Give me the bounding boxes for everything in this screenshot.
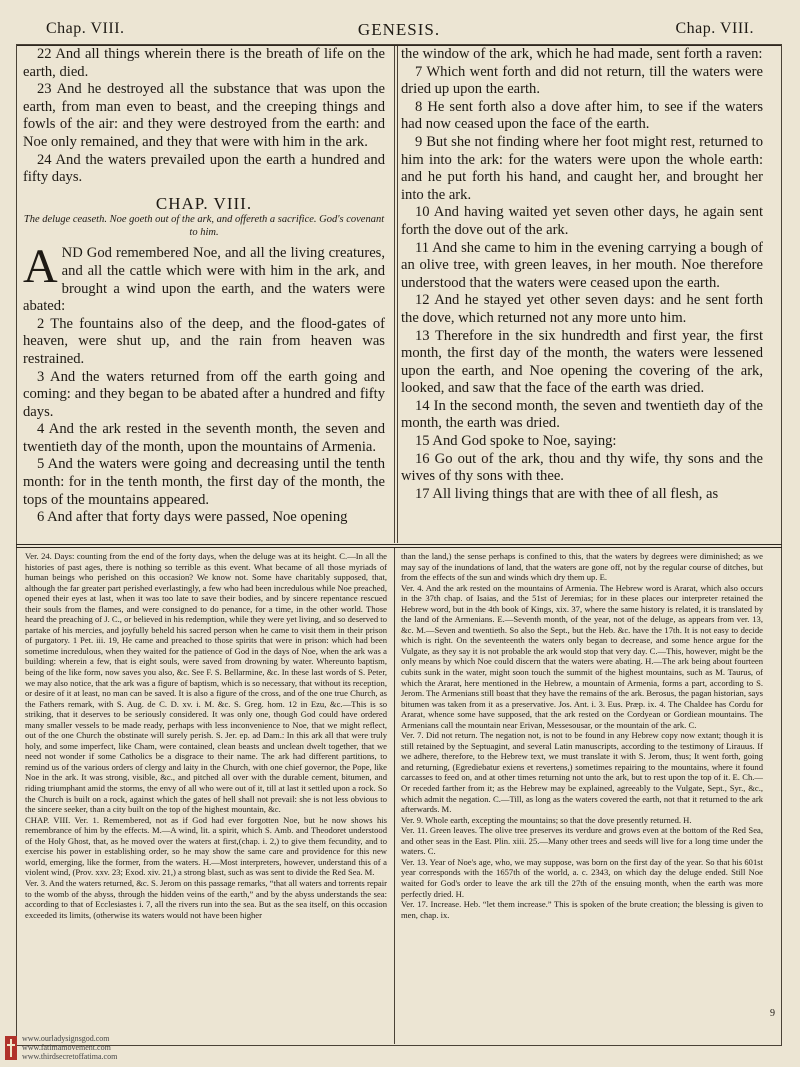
- footnotes-right: [401, 551, 763, 981]
- chapter-title: CHAP. VIII.: [155, 193, 253, 213]
- header-left: Chap. VIII.: [46, 20, 125, 37]
- verse: 10 And having waited yet seven other days, he again sent forth the dove out of the ark.: [401, 204, 763, 238]
- notes-divider: [16, 547, 782, 548]
- verse: 3 And the waters returned from off the earth going and coming: and they began to be abated after a hundred and fifty days.: [23, 368, 385, 420]
- chapter-summary: The deluge ceaseth. Noe goeth out of the ark, and offereth a sacrifice. God's covenant to him.: [23, 214, 385, 238]
- footnote: Ver. 3. And the waters returned, &c. S. Jerom on this passage remarks, “that all waters and torrents repair to the womb of the abyss, through the hidden veins of the earth,” and by the abyss understands the sea: according to that of Ecclesiastes i. 7, all the rivers run into the sea. But as the sea itself, on this occasion exceeded its limits, (otherwise its waters would not have been higher: [25, 877, 387, 920]
- left-column: [23, 46, 385, 543]
- footnote: than the land,) the sense perhaps is confined to this, that the waters by degrees were diminished; as we may say of the inundations of land, that the waters are gone off, not by the regular course of ditches, but from the effects of the sun and winds which dry them up. E.: [401, 551, 763, 583]
- verse: 14 In the second month, the seven and twentieth day of the month, the earth was dried.: [401, 397, 763, 432]
- footnote: CHAP. VIII. Ver. 1. Remembered, not as if God had ever forgotten Noe, but he now shows his remembrance of him by the effects. M.—A wind, lit. a spirit, which S. Amb. and Theodoret understood of the Holy Ghost, that, as he moved over the waters at first,(chap. i. 2,) to give them fecundity, and to exercise his power in establishing order, so he may show the same care and providence for this new world, emerging, like the former, from the waters. H.—Most interpreters, however, understand this of a violent wind, (Prov. xxv. 23; Exod. xiv. 21,) a strong blast, such as was sent to divide the Red Sea. M.: [25, 814, 387, 878]
- running-header: [16, 12, 782, 42]
- notes-column-divider: [394, 548, 395, 1044]
- footnote: Ver. 7. Did not return. The negation not, is not to be found in any Hebrew copy now extant; though it is still retained by the Septuagint, and several Latin manuscripts, according to the testimony of Lirauus. If we adhere, therefore, to the Hebrew text, we must translate it with S. Jerom, thus; It went forth, going and returning, (Egrediebatur exiens et revertens,) sometimes repairing to the mountains, where it found carcasses to feed on, and at other times returning not unto the ark, but to rest upon the top of it. E. Ch.—Or receded farther from it; as the Hebrew may be explained, agreeably to the Vulgate, Sept., Syr., &c., which admit the negation. C.—Till, as long as the waters covered the earth, not that it returned to the ark afterwards. M.: [401, 730, 763, 815]
- footnote: Ver. 4. And the ark rested on the mountains of Armenia. The Hebrew word is Ararat, which also occurs in the 37th chap. of Isaias, and the 51st of Jeremias; for in these places our interpreter retained the Hebrew word, but in the 4th book of Kings, xix. 37, where the same history is related, it is translated by the land of the Armenians. E.—Seventh month, of the year, not of the deluge, as appears from ver. 13, &c. M.—Seven and twentieth. So also the Sept., but the Heb. &c. have the 17th. It is not easy to decide which is right. On the seventeenth the waters only began to decrease, and some hence argue for the Vulgate, as they say it is not probable the ark would stop that very day. C.—This, however, might be the only means by which Noe could discern that the waters were abating. H.—The ark being about fourteen cubits sunk in the water, might soon touch the summit of the highest mountains, such as M. Taurus, of which the Ararat, here mentioned in the Hebrew, a mountain of Armenia, forms a part, according to S. Jerom. The Armenians still boast that they have the remains of the ark. Berosus, the pagan historian, says bitumen was taken from it as a preservative. Jos. Ant. i. 3. Eus. Præp. ix. 4. The Chaldee has Cordu for Ararat, whence some have supposed, that the ark rested on the Cordyean or Gordiean mountains. The Armenians call the mountain near Erivan, Messesousar, or the mountain of the ark. C.: [401, 582, 763, 730]
- site-logo-icon: [4, 1034, 18, 1062]
- footer-link[interactable]: www.thirdsecretoffatima.com: [22, 1052, 118, 1061]
- footer-links: [22, 1034, 117, 1061]
- right-column: [401, 46, 763, 543]
- verse: 9 But she not finding where her foot might rest, returned to him into the ark: for the waters were upon the whole earth: and he put forth his hand, and caught her, and brought her into the ark.: [401, 133, 763, 203]
- footnote: Ver. 9. Whole earth, excepting the mountains; so that the dove presently returned. H.: [401, 814, 692, 825]
- header-right: Chap. VIII.: [675, 20, 754, 37]
- verse-1-text: ND God remembered Noe, and all the living creatures, and all the cattle which were with him in the ark, and brought a wind upon the earth, and the waters were abated:: [23, 245, 385, 315]
- verse: 6 And after that forty days were passed, Noe opening: [37, 509, 348, 526]
- verse: the window of the ark, which he had made, sent forth a raven:: [401, 46, 763, 62]
- verse: 22 And all things wherein there is the breath of life on the earth, died.: [23, 46, 385, 80]
- verse: 24 And the waters prevailed upon the earth a hundred and fifty days.: [23, 151, 385, 186]
- verse-1: [23, 240, 385, 315]
- verse: 4 And the ark rested in the seventh month, the seven and twentieth day of the month, upon the mountains of Armenia.: [23, 421, 385, 455]
- footer-link[interactable]: www.fatimamovement.com: [22, 1043, 111, 1052]
- verse: 8 He sent forth also a dove after him, to see if the waters had now ceased upon the face of the earth.: [401, 98, 763, 133]
- verse: 13 Therefore in the six hundredth and first year, the first month, the first day of the month, the waters were lessened upon the earth, and Noe opening the covering of the ark, looked, and saw that the face of the earth was dried.: [401, 327, 763, 397]
- verse: 5 And the waters were going and decreasing until the tenth month: for in the tenth month, the first day of the month, the tops of the mountains appeared.: [23, 456, 385, 508]
- verse: 15 And God spoke to Noe, saying:: [415, 433, 617, 450]
- column-divider: [397, 46, 398, 543]
- page-number: 9: [770, 1008, 775, 1019]
- drop-cap: A: [23, 240, 58, 294]
- verse: 7 Which went forth and did not return, till the waters were dried up upon the earth.: [401, 63, 763, 98]
- header-title: GENESIS.: [357, 20, 441, 39]
- footnote: Ver. 24. Days: counting from the end of the forty days, when the deluge was at its height. C.—In all the histories of past ages, there is nothing so terrible as this event. What became of all those myriads of human beings who perished on this occasion? We know not. Some have charitably supposed, that, although the far greater part perished everlastingly, a few who had been incredulous while Noe preached, opened their eyes at last, when it was too late to save their bodies, and by sincere repentance rescued their souls from the flames, and were consigned to do penance, for a time, in the other world. Those heard the preaching of J. C., or believed in his redemption, while they were yet living, and so deserved to partake of his mercies, and joyfully beheld his sacred person when he came to visit them in their prison of purgatory. 1 Pet. iii. 19, He came and preached to those spirits that were in prison: which had been sometime incredulous, when they waited for the patience of God in the days of Noe, when the ark was a building: wherein a few, that is eight souls, were saved from drowning by water. Whereunto baptism, being of the like form, now saves you also, &c. See F. S. Bellarmine, &c. In these last words of S. Peter, we may also notice, that the ark was a figure of baptism, which is so necessary, that without its reception, or desire of it at least, no man can be saved. It is also a figure of the cross, and of the one true Church, as the Fathers remark, with S. Aug. de C. D. xv. i. M. &c. S. Greg. hom. 12 in Ezu, &c.—This is so striking, that it deserves to be seriously considered. It was only one, though God could have ordered many smaller vessels to be made ready, perhaps with less inconvenience to Noe, that we might reflect, out of the one Church the obstinate will surely perish. S. Jer. ep. ad Dam.: In this ark all that were truly holy, and some imperfect, like Cham, were contained, clean beasts and unclean dwelt together, that we need not wonder if some Catholics be a disgrace to their name. The ark had different partitions, to remind us of the various orders of clergy and laity in the Church, with one chief governor, the Pope, like Noe in the ark. It was strong, visible, &c., and pitched all over with the durable cement, bitumen, and riding triumphant amid the storms, the envy of all who were out of it, till at last it settled upon a rock. So the Church is built on a rock, against which the gates of hell shall not prevail: she is not less obvious to the sincere seeker, than a city built on the top of the highest mountain, &c.: [25, 551, 387, 815]
- footnote: Ver. 11. Green leaves. The olive tree preserves its verdure and grows even at the bottom of the Red Sea, and other seas in the East. Plin. xiii. 25.—Many other trees and seeds will live for a long time under the waters. C.: [401, 825, 763, 857]
- verse: 11 And she came to him in the evening carrying a bough of an olive tree, with green leaves, in her mouth. Noe therefore understood that the waters were ceased upon the earth.: [401, 239, 763, 291]
- verse: 2 The fountains also of the deep, and the flood-gates of heaven, were shut up, and the rain from heaven was restrained.: [23, 315, 385, 367]
- notes-divider: [16, 544, 782, 545]
- verse: 16 Go out of the ark, thou and thy wife, thy sons and the wives of thy sons with thee.: [401, 450, 763, 485]
- verse: 17 All living things that are with thee of all flesh, as: [415, 485, 719, 502]
- footnote: Ver. 13. Year of Noe's age, who, we may suppose, was born on the first day of the year. So that his 601st year corresponds with the 1657th of the world, a. c. 2343, on which day the deluge ended. Still Noe waited for God's order to leave the ark till the 27th of the ensuing month, when the earth was more perfectly dried. H.: [401, 856, 763, 899]
- footer-link[interactable]: www.ourladysignsgod.com: [22, 1034, 110, 1043]
- verse: 12 And he stayed yet other seven days: and he sent forth the dove, which returned not any more unto him.: [401, 292, 763, 326]
- footnote: Ver. 17. Increase. Heb. “let them increase.” This is spoken of the brute creation; the blessing is given to men, chap. ix.: [401, 899, 763, 920]
- footnotes-left: [25, 551, 387, 981]
- column-divider: [394, 46, 395, 543]
- verse: 23 And he destroyed all the substance that was upon the earth, from man even to beast, and the creeping things and fowls of the air: and they were destroyed from the earth: and Noe only remained, and they that were with him in the ark.: [23, 81, 385, 150]
